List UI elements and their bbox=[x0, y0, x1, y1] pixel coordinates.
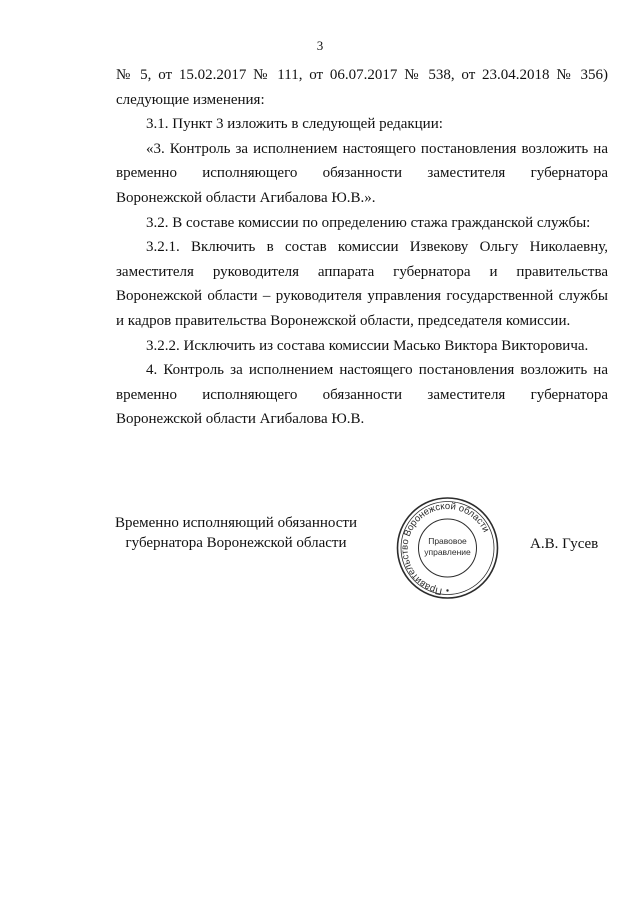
document-body bbox=[116, 63, 608, 432]
paragraph-3-2-1: 3.2.1. Включить в состав комиссии Извекову Ольгу Николаевну, заместителя руководителя аппарата губернатора и правительства Воронежской области – руководителя управления государственной службы и кадров правительства Воронежской области, председателя комиссии. bbox=[116, 239, 608, 329]
paragraph-4: 4. Контроль за исполнением настоящего постановления возложить на временно исполняющего обязанности заместителя губернатора Воронежской области Агибалова Ю.В. bbox=[116, 362, 608, 428]
stamp-seal-icon bbox=[390, 493, 505, 603]
paragraph-3-2: 3.2. В составе комиссии по определению стажа гражданской службы: bbox=[146, 214, 591, 231]
signatory-title-line2: губернатора Воронежской области bbox=[125, 535, 347, 551]
stamp-outer-text: Правительство Воронежской области bbox=[399, 500, 492, 597]
paragraph-continuation: № 5, от 15.02.2017 № 111, от 06.07.2017 № 538, от 23.04.2018 № 356) следующие изменения: bbox=[116, 67, 608, 108]
signatory-title bbox=[100, 513, 372, 553]
signature-block bbox=[0, 500, 640, 623]
signatory-title-line1: Временно исполняющий обязанности bbox=[114, 515, 357, 531]
paragraph-3-1-quote: «3. Контроль за исполнением настоящего постановления возложить на временно исполняющего обязанности заместителя губернатора Воронежской области Агибалова Ю.В.». bbox=[116, 140, 608, 206]
stamp-inner-line2: управление bbox=[424, 547, 471, 557]
paragraph-3-2-2: 3.2.2. Исключить из состава комиссии Масько Виктора Викторовича. bbox=[146, 337, 589, 354]
signatory-name: А.В. Гусев bbox=[530, 536, 599, 552]
official-stamp bbox=[390, 493, 505, 603]
paragraph-3-1: 3.1. Пункт 3 изложить в следующей редакции: bbox=[146, 116, 443, 133]
stamp-inner-line1: Правовое bbox=[428, 536, 467, 546]
page-number: 3 bbox=[316, 38, 324, 53]
